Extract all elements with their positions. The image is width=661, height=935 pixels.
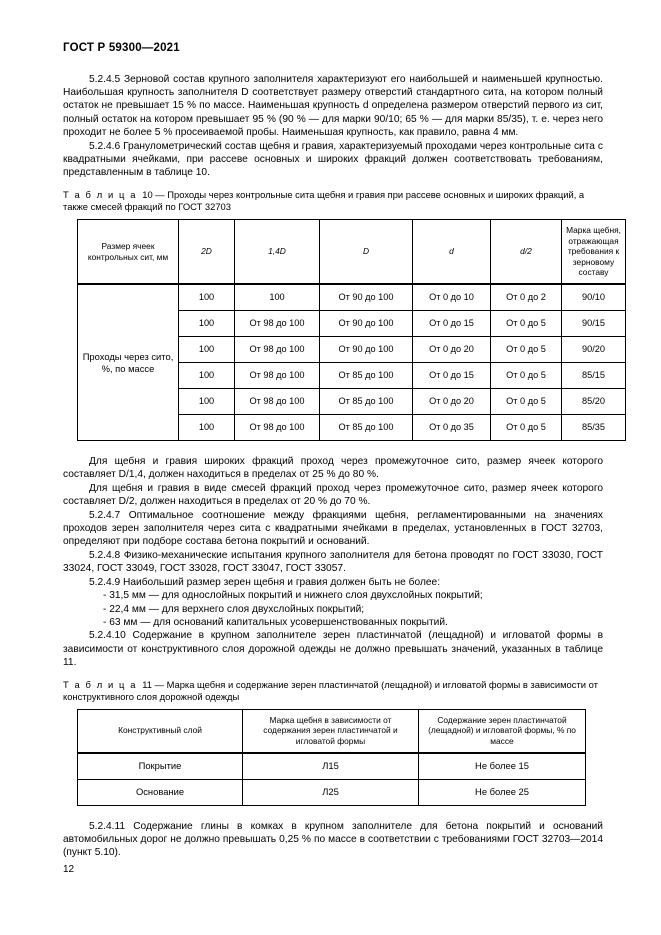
table-11-header-row [78,709,586,752]
table-cell: От 0 до 15 [413,311,491,337]
table-10-header-cell-1 [179,220,235,284]
table-cell: От 98 до 100 [235,415,320,441]
table-10-header-cell-3 [320,220,413,284]
table-cell: От 90 до 100 [320,311,413,337]
table-10-header-cell-4 [413,220,491,284]
header-d-label: D [362,246,370,257]
list-item: - 22,4 мм — для верхнего слоя двухслойных покрытий; [103,603,365,615]
paragraph-5-2-4-9: 5.2.4.9 Наибольший размер зерен щебня и гравия должен быть не более: [89,576,441,588]
table-cell: 100 [179,337,235,363]
table-cell: Не более 25 [419,779,586,805]
table-10-caption-label: Т а б л и ц а [63,188,138,200]
table-cell: От 85 до 100 [320,389,413,415]
table-10-header-cell-0: Размер ячеек контрольных сит, мм [78,220,179,284]
table-cell: 100 [179,415,235,441]
table-cell: 85/15 [562,363,626,389]
table-cell: 90/10 [562,284,626,311]
table-cell: 90/15 [562,311,626,337]
table-cell: Покрытие [78,753,243,780]
table-cell: От 85 до 100 [320,415,413,441]
table-11-caption-number: 11 [142,678,152,690]
table-cell: От 98 до 100 [235,311,320,337]
table-cell: 100 [179,363,235,389]
table-10-header-row [78,220,626,284]
table-10-body [78,284,626,441]
table-cell: Не более 15 [419,753,586,780]
paragraph-5-2-4-7: 5.2.4.7 Оптимальное соотношение между фракциями щебня, регламентированными на значениях проходов зерен заполнителя через сита с квадратными ячейками в пределах, установленных в ГОСТ 32703, определяют при подборе состава бетона покрытий и оснований. [63,509,603,548]
paragraph-5-2-4-6: 5.2.4.6 Гранулометрический состав щебня и гравия, характеризуемый проходами через контрольные сита с квадратными ячейками, при рассеве основных и широких фракций должен соответствовать требованиям, представленным в таблице 10. [63,140,603,179]
paragraph-wide-fractions: Для щебня и гравия широких фракций проход через промежуточное сито, размер ячеек которого составляет D/1,4, должен находиться в пределах от 25 % до 80 %. [63,456,603,481]
table-cell: От 0 до 20 [413,389,491,415]
table-cell: 90/20 [562,337,626,363]
table-row [78,753,586,780]
table-cell: 85/35 [562,415,626,441]
table-row [78,284,626,311]
table-cell: 100 [179,311,235,337]
table-cell: От 0 до 5 [491,337,562,363]
header-dhalf-label: d/2 [520,246,532,257]
table-cell: От 0 до 35 [413,415,491,441]
table-11-header-cell-1: Марка щебня в зависимости от содержания зерен пластинчатой и игловатой формы [243,709,419,752]
table-cell: 100 [179,284,235,311]
table-cell: От 98 до 100 [235,389,320,415]
table-cell: От 0 до 5 [491,311,562,337]
table-10-row-label: Проходы через сито, %, по массе [78,284,179,441]
list-item: - 63 мм — для оснований капитальных усовершенствованных покрытий. [103,616,448,628]
page-number: 12 [63,864,75,875]
table-11-caption [63,679,603,704]
table-cell: От 0 до 5 [491,363,562,389]
paragraph-5-2-4-8: 5.2.4.8 Физико-механические испытания крупного заполнителя для бетона проводят по ГОСТ 33030, ГОСТ 33024, ГОСТ 33049, ГОСТ 33028, ГОСТ 33047, ГОСТ 33057. [63,549,603,575]
table-10-caption-text: — Проходы через контрольные сита щебня и гравия при рассеве основных и широких фракций, а также смесей фракций по ГОСТ 32703 [63,188,585,213]
table-10 [77,219,626,441]
table-11-header [78,709,586,752]
table-row [78,779,586,805]
standard-designation: ГОСТ Р 59300—2021 [63,42,180,54]
table-cell: От 98 до 100 [235,363,320,389]
table-cell: 85/20 [562,389,626,415]
table-11-caption-text: — Марка щебня и содержание зерен пластинчатой (лещадной) и игловатой формы в зависимости от конструктивного слоя дорожной одежды [63,678,598,703]
table-11 [77,709,586,806]
header-14d-label: 1,4D [268,246,286,257]
page-content [63,0,621,860]
table-10-header-cell-5 [491,220,562,284]
table-cell: От 90 до 100 [320,337,413,363]
table-11-header-cell-2: Содержание зерен пластинчатой (лещадной) и игловатой формы, % по массе [419,709,586,752]
paragraph-mixed-fractions: Для щебня и гравия в виде смесей фракций проход через промежуточное сито, размер ячеек которого составляет D/2, должен находиться в пределах от 20 % до 70 %. [63,482,603,508]
table-cell: От 98 до 100 [235,337,320,363]
paragraph-5-2-4-5: 5.2.4.5 Зерновой состав крупного заполнителя характеризуют его наибольшей и наименьшей крупностью. Наибольшая крупность заполнителя D соответствует размеру отверстий стандартного сита, на котором полный остаток не превышает 15 % по массе. Наименьшая крупность d определена размером отверстий первого из сит, полный остаток на котором превышает 95 % (90 % — для марки 90/10; 65 % — для марки 85/35), т. е. через него проходит не более 5 % просеиваемой пробы. Наименьшая крупность, как правило, равна 4 мм. [63,73,603,139]
table-10-header-cell-2 [235,220,320,284]
table-cell: Основание [78,779,243,805]
table-cell: От 0 до 5 [491,389,562,415]
table-cell: От 85 до 100 [320,363,413,389]
table-11-body [78,753,586,806]
table-cell: От 0 до 10 [413,284,491,311]
paragraph-5-2-4-11: 5.2.4.11 Содержание глины в комках в крупном заполнителе для бетона покрытий и оснований автомобильных дорог не должно превышать 0,25 % по массе в соответствии с требованиями ГОСТ 32703—2014 (пункт 5.10). [63,820,603,859]
paragraph-5-2-4-10: 5.2.4.10 Содержание в крупном заполнителе зерен пластинчатой (лещадной) и игловатой формы в зависимости от конструктивного слоя дорожной одежды не должно превышать значений, указанных в таблице 11. [63,630,603,669]
table-10-header-cell-6: Марка щебня, отражающая требования к зерновому составу [562,220,626,284]
table-cell: От 0 до 15 [413,363,491,389]
table-cell: От 0 до 2 [491,284,562,311]
table-cell: 100 [179,389,235,415]
table-cell: От 0 до 5 [491,415,562,441]
table-10-header [78,220,626,284]
table-cell: 100 [235,284,320,311]
header-2d-label: 2D [201,246,212,257]
header-dmin-label: d [449,246,454,257]
table-11-header-cell-0: Конструктивный слой [78,709,243,752]
list-item: - 31,5 мм — для однослойных покрытий и нижнего слоя двухслойных покрытий; [103,590,483,602]
table-cell: От 90 до 100 [320,284,413,311]
table-cell: Л25 [243,779,419,805]
table-10-caption-number: 10 [142,188,153,200]
table-10-caption [63,189,603,214]
table-cell: От 0 до 20 [413,337,491,363]
table-11-caption-label: Т а б л и ц а [63,678,138,690]
table-cell: Л15 [243,753,419,780]
